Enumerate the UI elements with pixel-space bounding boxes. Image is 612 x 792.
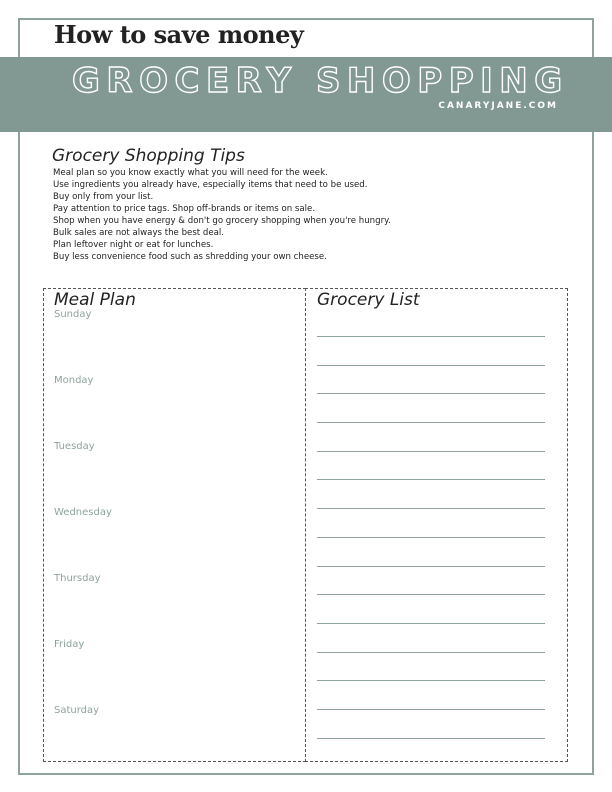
grocery-line <box>317 537 545 566</box>
day-label-tuesday: Tuesday <box>54 441 95 452</box>
tip-item: Use ingredients you already have, especially items that need to be used. <box>53 180 368 190</box>
tips-heading: Grocery Shopping Tips <box>52 146 245 166</box>
grocery-line <box>317 652 545 681</box>
grocery-list-heading: Grocery List <box>317 290 420 310</box>
grocery-line <box>317 566 545 595</box>
banner-title: GROCERY SHOPPING <box>72 61 569 101</box>
grocery-lines <box>317 336 545 766</box>
grocery-line <box>317 738 545 767</box>
tip-item: Meal plan so you know exactly what you will need for the week. <box>53 168 328 178</box>
grocery-line <box>317 508 545 537</box>
grocery-line <box>317 393 545 422</box>
day-label-monday: Monday <box>54 375 94 386</box>
grocery-list-box <box>305 288 568 762</box>
tip-item: Shop when you have energy & don't go grocery shopping when you're hungry. <box>53 216 391 226</box>
meal-plan-heading: Meal Plan <box>54 290 136 310</box>
tip-item: Buy less convenience food such as shredding your own cheese. <box>53 252 327 262</box>
tip-item: Pay attention to price tags. Shop off-brands or items on sale. <box>53 204 316 214</box>
tip-item: Plan leftover night or eat for lunches. <box>53 240 214 250</box>
day-label-wednesday: Wednesday <box>54 507 112 518</box>
tip-item: Buy only from your list. <box>53 192 154 202</box>
day-label-sunday: Sunday <box>54 309 92 320</box>
meal-plan-box <box>43 288 306 762</box>
banner-site: CANARYJANE.COM <box>438 101 558 111</box>
grocery-line <box>317 336 545 365</box>
grocery-line <box>317 365 545 394</box>
grocery-line <box>317 680 545 709</box>
page-title: How to save money <box>54 20 304 49</box>
header-banner <box>0 57 612 132</box>
grocery-line <box>317 479 545 508</box>
day-label-thursday: Thursday <box>54 573 101 584</box>
grocery-line <box>317 623 545 652</box>
tip-item: Bulk sales are not always the best deal. <box>53 228 225 238</box>
grocery-line <box>317 709 545 738</box>
day-label-friday: Friday <box>54 639 85 650</box>
day-label-saturday: Saturday <box>54 705 100 716</box>
grocery-line <box>317 422 545 451</box>
grocery-line <box>317 451 545 480</box>
meal-plan-days <box>54 309 112 771</box>
tips-list <box>53 167 391 263</box>
grocery-line <box>317 594 545 623</box>
